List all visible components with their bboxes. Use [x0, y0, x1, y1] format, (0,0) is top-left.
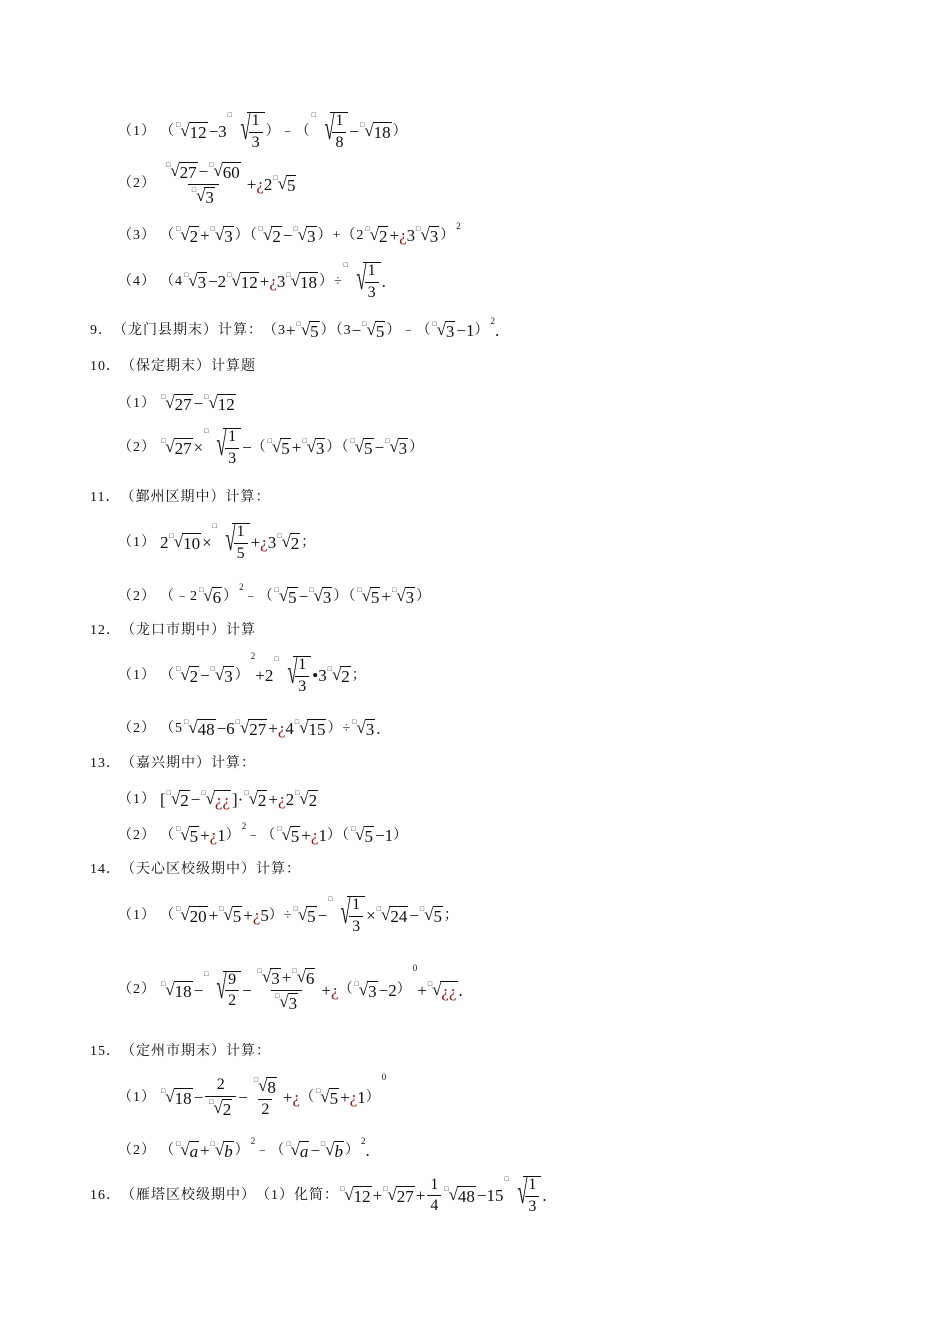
part-label: （1） — [118, 395, 156, 411]
part-label: （1） — [118, 667, 156, 683]
part-label: （3） — [118, 227, 156, 243]
problem-11-part-2: （2） （﹣2 □ √ 6 ） 2 ﹣（ □ √ 5 − □ √ 3 ）（ □ √ 5 + □ √ 3 ） — [118, 582, 432, 607]
problem-10-heading — [90, 360, 256, 374]
problem-14-part-2: （2） □ √ 18 − □ √ $\frac{9}{2}$ − □ √ 3 + □ √ 6 □ √ 3 + ¿ （ □ √ 3 −2 ） 0 + □ √ ¿¿ . — [118, 963, 463, 1013]
problem-number: 9． — [90, 322, 113, 338]
problem-8-part-3: （3） （ □ √ 2 + □ √ 3 ）（ □ √ 2 − □ √ 3 ）+（2 □ √ 2 + ¿ 3 □ √ 3 ） 2 — [118, 221, 461, 246]
problem-10-part-1: （1） □ √ 27 − □ √ 12 — [118, 393, 235, 414]
problem-number: 12． — [90, 623, 121, 638]
part-label: （2） — [118, 982, 156, 998]
problem-number: 16． — [90, 1187, 121, 1203]
part-label: （2） — [118, 720, 156, 736]
problem-14-heading — [90, 863, 301, 877]
problem-13-part-1: （1） [ □ √ 2 − □ √ ¿¿ ]· □ √ 2 + ¿ 2 □ √ 2 — [118, 789, 318, 810]
problem-11-heading — [90, 491, 270, 505]
problem-instruction: （1）化简： — [256, 1187, 339, 1203]
problem-instruction: 计算： — [225, 490, 271, 505]
problem-13-heading — [90, 757, 256, 771]
problem-instruction: 计算： — [211, 756, 256, 771]
problem-15-heading — [90, 1045, 271, 1059]
problem-10-part-2: （2） □ √ 27 × □ √ $\frac{1}{3}$ − （ □ √ 5 + □ √ 3 ）（ □ √ 5 − □ √ 3 ） — [118, 426, 425, 467]
problem-15-part-1: （1） □ √ 18 − 2 □ √ 2 − □ √ 8 2 + ¿ （ □ √ 5 + ¿ 1 ） 0 — [118, 1072, 387, 1119]
problem-source: （定州市期末） — [121, 1044, 226, 1059]
problem-source: （嘉兴期中） — [121, 756, 211, 771]
problem-11-part-1: （1） 2 □ √ 10 × □ √ $\frac{1}{5}$ + ¿ 3 □ √ 2 ； — [118, 521, 317, 562]
problem-instruction: 计算： — [256, 862, 301, 877]
problem-14-part-1: （1） （ □ √ 20 + □ √ 5 + ¿ 5 ）÷ □ √ 5 − □ √ $\frac{1}{3}$ × □ √ 24 − □ √ 5 ； — [118, 894, 459, 935]
problem-15-part-2: （2） （ □ √ a + □ √ b ） 2 ﹣（ □ √ a − □ √ b ） 2 . — [118, 1136, 370, 1161]
problem-instruction: 计算题 — [211, 359, 256, 374]
problem-instruction: 计算： — [226, 1044, 271, 1059]
problem-source: （龙门县期末） — [113, 322, 218, 338]
problem-12-heading — [90, 624, 256, 638]
part-label: （2） — [118, 439, 156, 455]
problem-8-part-1: （1） （ □ √ 12 −3 □ √ $\frac{1}{3}$ ）﹣（ □ √ $\frac{1}{8}$ − □ √ 18 ） — [118, 110, 408, 151]
part-label: （1） — [118, 907, 156, 923]
problem-number: 13． — [90, 756, 121, 771]
part-label: （1） — [118, 123, 156, 139]
problem-13-part-2: （2） （ □ √ 5 + ¿ 1 ） 2 ﹣（ □ √ 5 + ¿ 1 ）（ □ √ 5 −1 ） — [118, 821, 409, 846]
problem-9: 9． （龙门县期末） 计算： （3 + □ √ 5 ）（3 − □ √ 5 ）﹣（ □ √ 3 −1 ） 2 . — [90, 316, 500, 341]
problem-instruction: 计算 — [226, 623, 256, 638]
problem-source: （龙口市期中） — [121, 623, 226, 638]
problem-source: （雁塔区校级期中） — [121, 1187, 256, 1203]
problem-instruction: 计算： — [218, 322, 263, 338]
problem-source: （鄞州区期中） — [120, 490, 226, 505]
problem-number: 15． — [90, 1044, 121, 1059]
part-label: （2） — [118, 588, 156, 604]
part-label: （2） — [118, 827, 156, 843]
problem-12-part-1: （1） （ □ √ 2 − □ √ 3 ） 2 +2 □ √ $\frac{1}{3}$ •3 □ √ 2 ； — [118, 651, 367, 695]
problem-number: 11． — [90, 490, 121, 505]
part-label: （4） — [118, 273, 156, 289]
part-label: （1） — [118, 534, 156, 550]
part-label: （1） — [118, 791, 156, 807]
part-label: （2） — [118, 1142, 156, 1158]
problem-source: （天心区校级期中） — [121, 862, 256, 877]
problem-8-part-4: （4） （4 □ √ 3 −2 □ √ 12 + ¿ 3 □ √ 18 ）÷ □ √ $\frac{1}{3}$ . — [118, 260, 386, 301]
part-label: （1） — [118, 1089, 156, 1105]
problem-number: 14． — [90, 862, 121, 877]
problem-number: 10． — [90, 359, 121, 374]
problem-12-part-2: （2） （5 □ √ 48 −6 □ √ 27 + ¿ 4 □ √ 15 ）÷ □ √ 3 . — [118, 718, 381, 739]
problem-8-part-2: （2） □ √ 27 − □ √ 60 □ √ 3 + ¿ 2 □ √ 5 — [118, 161, 296, 207]
problem-16: 16． （雁塔区校级期中） （1）化简： □ √ 12 + □ √ 27 + $\frac{1}{4}$ □ √ 48 −15 □ √ $\frac{1}{3}$ . — [90, 1174, 547, 1215]
part-label: （2） — [118, 176, 156, 192]
problem-source: （保定期末） — [121, 359, 211, 374]
